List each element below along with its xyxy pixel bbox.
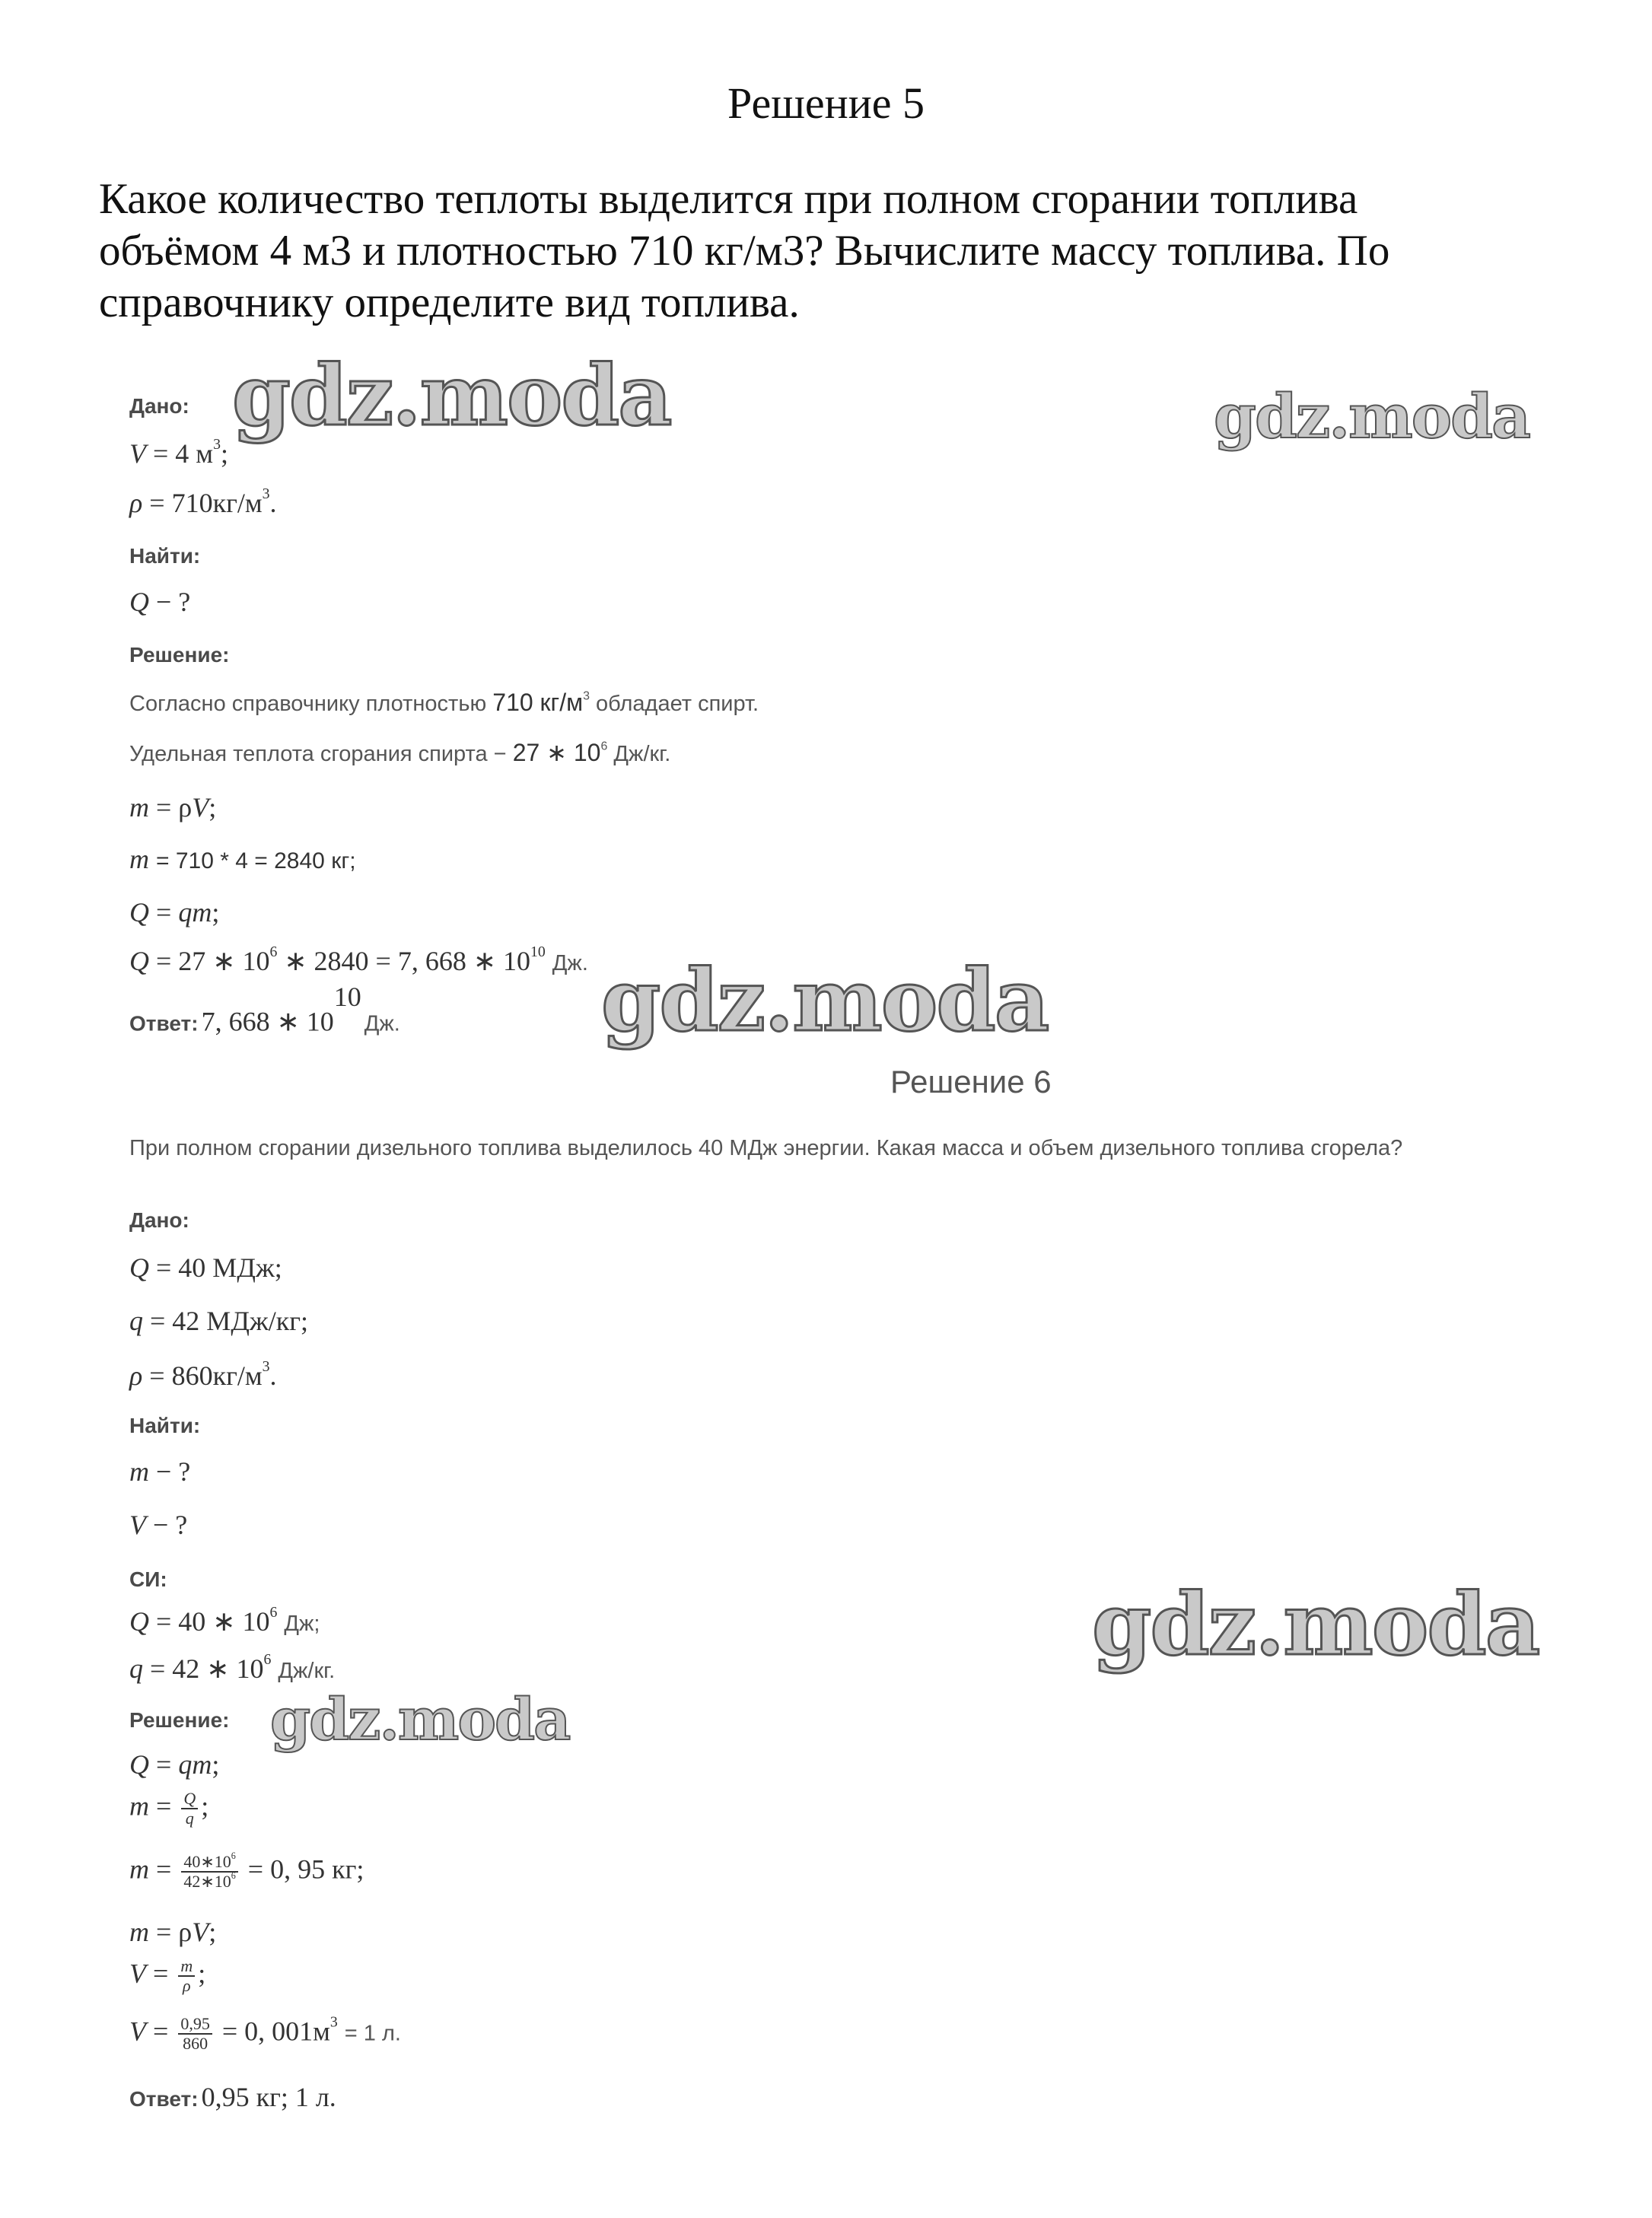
mass-formula: m = ρV; [129,792,217,823]
solution-6-task: При полном сгорании дизельного топлива выделилось 40 МДж энергии. Какая масса и объем дизельного топлива сгорела? [129,1136,1403,1160]
volume-from-mass: V = $\frac{m}{\rho}$ ; [129,1956,206,1995]
given-specific-heat: q = 42 МДж/кг; [129,1306,309,1336]
find-mass: m − ? [129,1456,191,1487]
solution-label: Решение: [129,643,230,667]
answer-5: Ответ: 7, 668 ∗ $10^{10}$ Дж. [129,982,400,1037]
mass-from-heat: m = $\frac{Q}{q}$ ; [129,1789,209,1828]
find-label: Найти: [129,1414,201,1437]
watermark-logo: gdz.moda [270,1685,570,1753]
solution-label: Решение: [129,1708,230,1732]
watermark-logo: gdz.moda [601,951,1049,1051]
heat-formula: Q = qm; [129,897,220,928]
task-line: Какое количество теплоты выделится при полном сгорании топлива [99,175,1358,223]
solution-5-title: Решение 5 [727,78,925,128]
si-energy: Q = 40 ∗ $10^6$ Дж; [129,1604,320,1637]
given-density: $\rho = 860кг/м^3$. [129,1358,277,1391]
watermark-logo: gdz.moda [232,346,671,444]
mass-calculation: m = $\frac{40∗10^6}{42∗10^6}$ = 0, 95 кг; [129,1850,364,1891]
si-label: СИ: [129,1567,167,1591]
answer-6: Ответ: 0,95 кг; 1 л. [129,2082,336,2112]
mass-calculation: m = 710 * 4 = 2840 кг; [129,844,356,874]
given-density: $\rho = 710кг/м^3$. [129,485,277,518]
heat-formula: Q = qm; [129,1749,220,1780]
volume-calculation: V = $\frac{0,95}{860}$ = 0, $001м^3 = 1$ л. [129,2013,401,2053]
given-volume: V = 4 $м^3$; [129,436,228,469]
volume-formula: m = ρV; [129,1917,217,1947]
solution-6-title: Решение 6 [890,1064,1052,1099]
given-energy: Q = 40 МДж; [129,1252,282,1283]
find-q: Q − ? [129,587,191,617]
watermark-logo: gdz.moda [1214,380,1529,452]
task-line: объёмом 4 м3 и плотностью 710 кг/м3? Вычислите массу топлива. По [99,227,1390,275]
watermark-logo: gdz.moda [1092,1575,1539,1675]
find-label: Найти: [129,544,201,568]
task-line: справочнику определите вид топлива. [99,278,800,326]
reference-line: Согласно справочнику плотностью 710 $кг/м^3$ обладает спирт. [129,689,759,716]
heat-calculation: Q = 27 ∗ $10^6$ ∗ 2840 = 7, 668 ∗ $10^{10}$ Дж. [129,944,588,976]
given-label: Дано: [129,394,189,418]
solution-5-task [99,173,1568,329]
heat-line: Удельная теплота сгорания спирта − 27 ∗ $10^6$ Дж/кг. [129,739,671,766]
si-specific-heat: q = 42 ∗ $10^6$ Дж/кг. [129,1651,336,1684]
find-volume: V − ? [129,1510,188,1540]
given-label: Дано: [129,1208,189,1232]
